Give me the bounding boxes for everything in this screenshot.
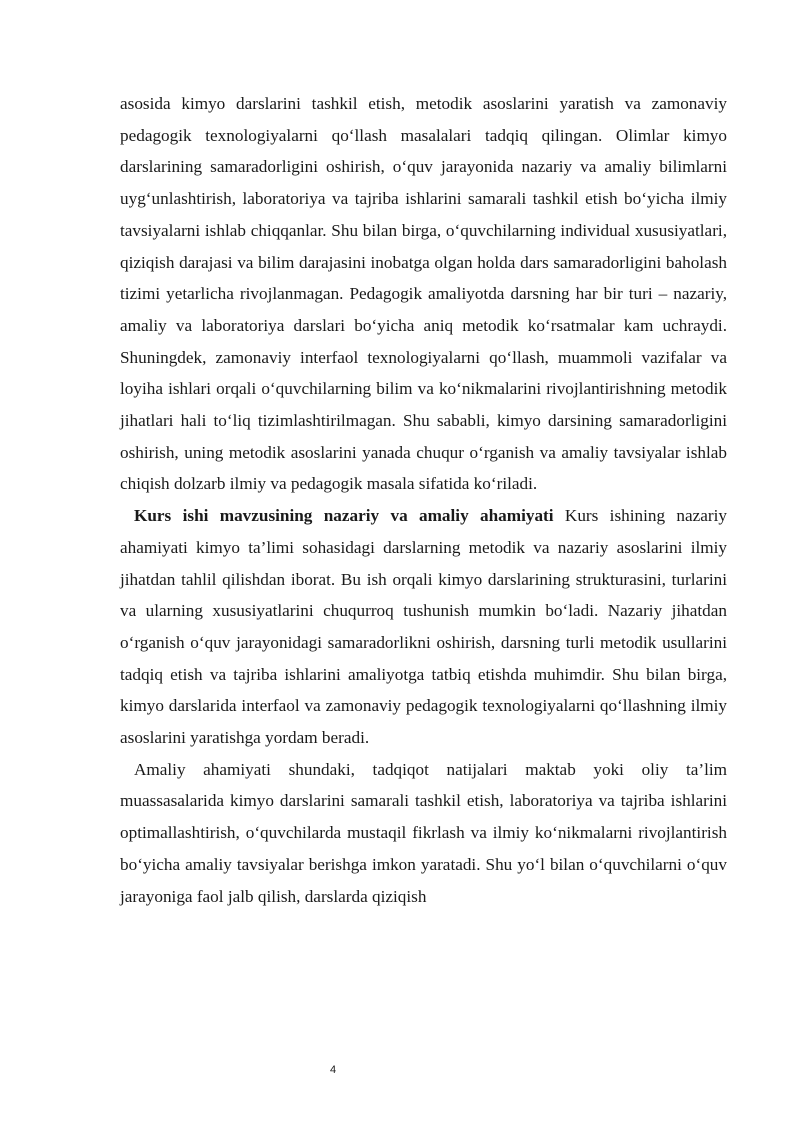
body-paragraph: asosida kimyo darslarini tashkil etish, metodik asoslarini yaratish va zamonaviy pedagogik texnologiyalarni qo‘llash masalalari tadqiq qilingan. Olimlar kimyo darslarining samaradorligini oshirish, o‘quv jarayonida nazariy va amaliy bilimlarni uyg‘unlashtirish, laboratoriya va tajriba ishlarini samarali tashkil etish bo‘yicha ilmiy tavsiyalarni ishlab chiqqanlar. Shu bilan birga, o‘quvchilarning individual xususiyatlari, qiziqish darajasi va bilim darajasini inobatga olgan holda dars samaradorligini baholash tizimi yetarlicha rivojlanmagan. Pedagogik amaliyotda darsning har bir turi – nazariy, amaliy va laboratoriya darslari bo‘yicha aniq metodik ko‘rsatmalar kam uchraydi. Shuningdek, zamonaviy interfaol texnologiyalarni qo‘llash, muammoli vazifalar va loyiha ishlari orqali o‘quvchilarning bilim va ko‘nikmalarini rivojlantirishning metodik jihatlari hali to‘liq tizimlashtirilmagan. Shu sababli, kimyo darsining samaradorligini oshirish, uning metodik asoslarini yanada chuqur o‘rganish va amaliy tavsiyalar ishlab chiqish dolzarb ilmiy va pedagogik masala sifatida ko‘riladi. <box>120 94 727 494</box>
body-paragraph-practical: Amaliy ahamiyati shundaki, tadqiqot natijalari maktab yoki oliy ta’lim muassasalarida kimyo darslarini samarali tashkil etish, laboratoriya va tajriba ishlarini optimallashtirish, o‘quvchilarda mustaqil fikrlash va ilmiy ko‘nikmalarni rivojlantirish bo‘yicha amaliy tavsiyalar berishga imkon yaratadi. Shu yo‘l bilan o‘quvchilarni o‘quv jarayoniga faol jalb qilish, darslarda qiziqish <box>120 759 727 906</box>
document-page <box>120 88 727 912</box>
page-number: 4 <box>329 1064 337 1076</box>
section-heading: Kurs ishi mavzusining nazariy va amaliy ahamiyati <box>134 506 554 526</box>
section-paragraph <box>120 500 727 754</box>
section-paragraph-text: Kurs ishining nazariy ahamiyati kimyo ta’limi sohasidagi darslarning metodik va nazariy asoslarini ilmiy jihatdan tahlil qilishdan iborat. Bu ish orqali kimyo darslarining strukturasini, turlarini va ularning xususiyatlarini chuqurroq tushunish mumkin bo‘ladi. Nazariy jihatdan o‘rganish o‘quv jarayonidagi samaradorlikni oshirish, darsning turli metodik usullarini tadqiq etish va tajriba ishlarini amaliyotga tatbiq etishda muhimdir. Shu bilan birga, kimyo darslarida interfaol va zamonaviy pedagogik texnologiyalarni qo‘llashning ilmiy asoslarini yaratishga yordam beradi. <box>120 506 727 748</box>
